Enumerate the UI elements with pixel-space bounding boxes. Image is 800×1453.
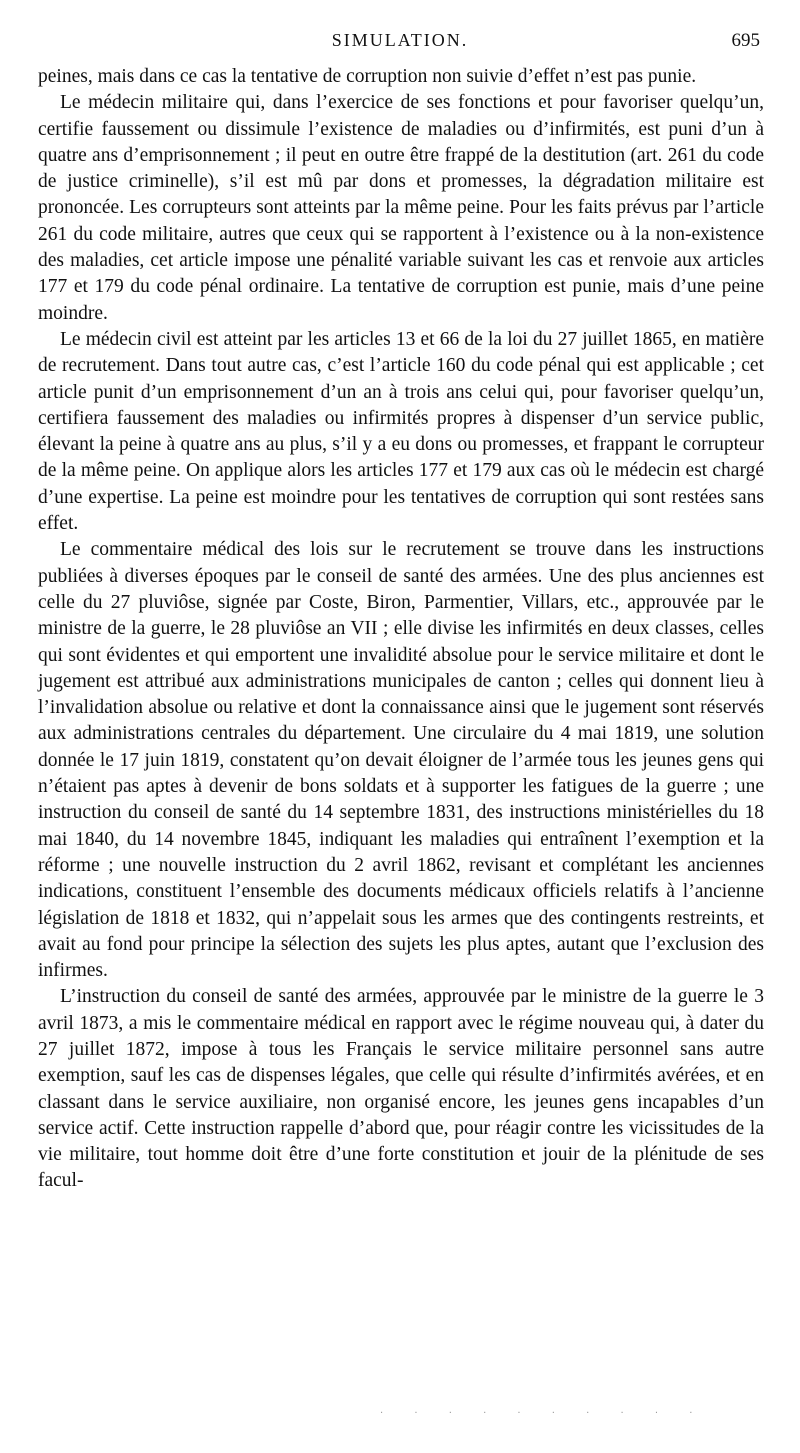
paragraph-2: Le médecin militaire qui, dans l’exercice de ses fonctions et pour favoriser quelqu’un, certifie faussement ou dissimule l’existence de maladies ou d’infirmités, est puni d’un à quatre ans d’emprisonnement ; il peut en outre être frappé de la destitution (art. 261 du code de justice criminelle), s’il est mû par dons et promesses, la dégradation militaire est prononcée. Les corrupteurs sont atteints par la même peine. Pour les faits prévus par l’article 261 du code militaire, autres que ceux qui se rapportent à l’existence ou à la non-existence des maladies, cet article impose une pénalité variable suivant les cas et renvoie aux articles 177 et 179 du code pénal ordinaire. La tentative de corruption est punie, mais d’une peine moindre. (38, 92, 764, 324)
page-number: 695 (731, 30, 760, 51)
running-header (0, 30, 800, 60)
running-title: SIMULATION. (331, 30, 469, 50)
paragraph-5: L’instruction du conseil de santé des armées, approuvée par le ministre de la guerre le 3 avril 1873, a mis le commentaire médical en rapport avec le régime nouveau qui, à dater du 27 juillet 1872, impose à tous les Français le service militaire personnel sans autre exemption, sauf les cas de dispenses légales, que celle qui résulte d’infirmités avérées, et en classant dans le service auxiliaire, non organisé encore, les jeunes gens incapables d’un service actif. Cette instruction rappelle d’abord que, pour réagir contre les vicissitudes de la vie militaire, tout homme doit être d’une forte constitution et jouir de la plénitude de ses facul- (38, 986, 764, 1192)
paragraph-1: peines, mais dans ce cas la tentative de corruption non suivie d’effet n’est pas punie. (38, 66, 697, 87)
paragraph-3: Le médecin civil est atteint par les articles 13 et 66 de la loi du 27 juillet 1865, en matière de recrutement. Dans tout autre cas, c’est l’article 160 du code pénal qui est applicable ; cet article punit d’un emprisonnement d’un an à trois ans celui qui, pour favoriser quelqu’un, certifiera faussement des maladies ou infirmités propres à dispenser d’un service public, élevant la peine à quatre ans au plus, s’il y a eu dons ou promesses, et frappant le corrupteur de la même peine. On applique alors les articles 177 et 179 aux cas où le médecin est chargé d’une expertise. La peine est moindre pour les tentatives de corruption qui sont restées sans effet. (38, 328, 764, 535)
paragraph-4: Le commentaire médical des lois sur le recrutement se trouve dans les instructions publiées à diverses époques par le conseil de santé des armées. Une des plus anciennes est celle du 27 pluviôse, signée par Coste, Biron, Parmentier, Villars, etc., approuvée par le ministre de la guerre, le 28 pluviôse an VII ; elle divise les infirmités en deux classes, celles qui sont évidentes et qui emportent une invalidité absolue pour le service militaire et dont le jugement est attribué aux administrations municipales de canton ; celles qui donnent lieu à l’invalidation absolue ou relative et dont la connaissance ainsi que le jugement sont réservés aux administrations centrales du département. Une circulaire du 4 mai 1819, une solution donnée le 17 juin 1819, constatent qu’on devait éloigner de l’armée tous les jeunes gens qui n’étaient pas aptes à devenir de bons soldats et à supporter les fatigues de la guerre ; une instruction du conseil de santé du 14 septembre 1831, des instructions ministérielles du 18 mai 1840, du 14 novembre 1845, indiquant les maladies qui entraînent l’exemption et la réforme ; une nouvelle instruction du 2 avril 1862, revisant et complétant les anciennes indications, constituent l’ensemble des documents médicaux officiels relatifs à l’ancienne législation de 1818 et 1832, qui n’appelait sous les armes que des contingents restreints, et avait au fond pour principe la sélection des sujets les plus aptes, autant que l’exclusion des infirmes. (38, 539, 764, 982)
body-text (38, 64, 764, 1195)
scan-specks: · · · · · · · · · · (380, 1408, 707, 1419)
